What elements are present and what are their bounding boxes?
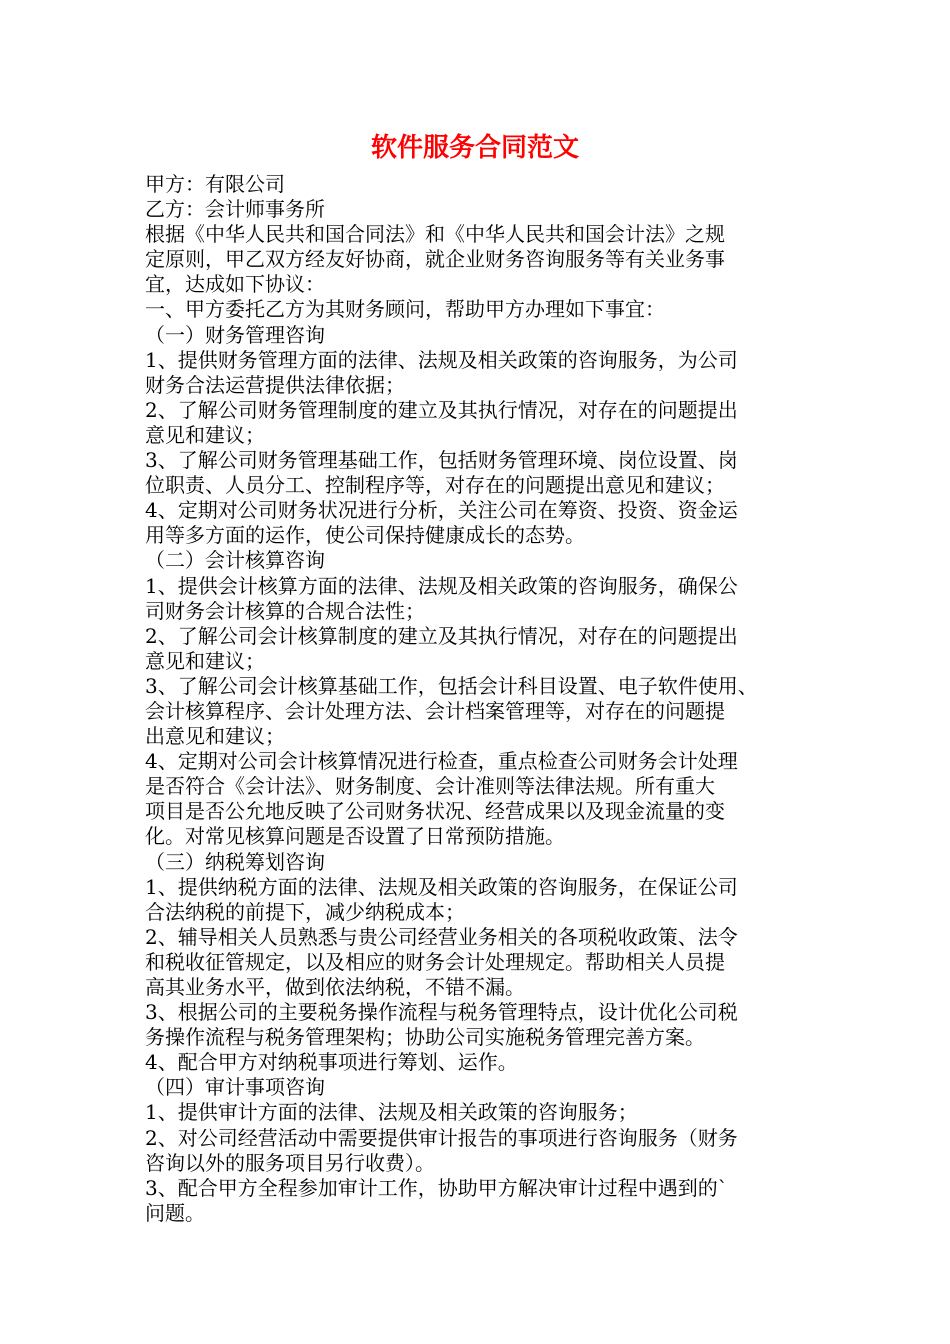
text-line: 财务合法运营提供法律依据； xyxy=(145,372,405,397)
text-line: 司财务会计核算的合规合法性； xyxy=(145,598,425,623)
text-line: 意见和建议； xyxy=(145,648,265,673)
text-line: 是否符合《会计法》、财务制度、会计准则等法律法规。所有重大 xyxy=(145,774,715,799)
document-title: 软件服务合同范文 xyxy=(370,133,579,163)
text-line: 4、配合甲方对纳税事项进行筹划、运作。 xyxy=(145,1050,518,1075)
text-line: 乙方：会计师事务所 xyxy=(145,197,325,222)
text-line: 4、定期对公司财务状况进行分析，关注公司在筹资、投资、资金运 xyxy=(145,498,738,523)
text-line: 3、根据公司的主要税务操作流程与税务管理特点，设计优化公司税 xyxy=(145,1000,738,1025)
text-line: 位职责、人员分工、控制程序等，对存在的问题提出意见和建议； xyxy=(145,473,725,498)
text-line: （一）财务管理咨询 xyxy=(145,322,325,347)
text-line: 4、定期对公司会计核算情况进行检查，重点检查公司财务会计处理 xyxy=(145,749,738,774)
text-line: （二）会计核算咨询 xyxy=(145,548,325,573)
document-body xyxy=(145,172,815,1226)
text-line: 1、提供审计方面的法律、法规及相关政策的咨询服务； xyxy=(145,1100,638,1125)
text-line: 3、了解公司财务管理基础工作，包括财务管理环境、岗位设置、岗 xyxy=(145,448,738,473)
text-line: 意见和建议； xyxy=(145,422,265,447)
text-line: 根据《中华人民共和国合同法》和《中华人民共和国会计法》之规 xyxy=(145,222,725,247)
text-line: 问题。 xyxy=(145,1200,205,1225)
text-line: 出意见和建议； xyxy=(145,724,285,749)
text-line: 高其业务水平，做到依法纳税，不错不漏。 xyxy=(145,975,525,999)
text-line: 3、配合甲方全程参加审计工作，协助甲方解决审计过程中遇到的` xyxy=(145,1175,728,1200)
text-line: 务操作流程与税务管理架构；协助公司实施税务管理完善方案。 xyxy=(145,1025,705,1050)
text-line: 化。对常见核算问题是否设置了日常预防措施。 xyxy=(145,824,565,849)
text-line: 会计核算程序、会计处理方法、会计档案管理等，对存在的问题提 xyxy=(145,698,725,723)
text-line: 合法纳税的前提下，减少纳税成本； xyxy=(145,899,465,924)
text-line: 一、甲方委托乙方为其财务顾问，帮助甲方办理如下事宜： xyxy=(145,297,665,322)
text-line: 咨询以外的服务项目另行收费）。 xyxy=(145,1150,435,1175)
text-line: 2、辅导相关人员熟悉与贵公司经营业务相关的各项税收政策、法令 xyxy=(145,924,738,949)
text-line: 1、提供财务管理方面的法律、法规及相关政策的咨询服务，为公司 xyxy=(145,347,738,372)
text-line: 和税收征管规定，以及相应的财务会计处理规定。帮助相关人员提 xyxy=(145,949,725,974)
text-line: 3、了解公司会计核算基础工作，包括会计科目设置、电子软件使用、 xyxy=(145,673,758,698)
text-line: 2、了解公司财务管理制度的建立及其执行情况，对存在的问题提出 xyxy=(145,397,738,422)
text-line: 1、提供纳税方面的法律、法规及相关政策的咨询服务，在保证公司 xyxy=(145,874,738,899)
text-line: 宜，达成如下协议： xyxy=(145,272,325,297)
text-line: 项目是否公允地反映了公司财务状况、经营成果以及现金流量的变 xyxy=(145,799,725,824)
text-line: （四）审计事项咨询 xyxy=(145,1075,325,1100)
text-line: 2、对公司经营活动中需要提供审计报告的事项进行咨询服务（财务 xyxy=(145,1125,738,1150)
text-line: （三）纳税筹划咨询 xyxy=(145,849,325,874)
text-line: 2、了解公司会计核算制度的建立及其执行情况，对存在的问题提出 xyxy=(145,623,738,648)
text-line: 定原则，甲乙双方经友好协商，就企业财务咨询服务等有关业务事 xyxy=(145,247,725,272)
text-line: 用等多方面的运作，使公司保持健康成长的态势。 xyxy=(145,523,585,548)
text-line: 甲方：有限公司 xyxy=(145,172,285,196)
text-line: 1、提供会计核算方面的法律、法规及相关政策的咨询服务，确保公 xyxy=(145,573,738,598)
